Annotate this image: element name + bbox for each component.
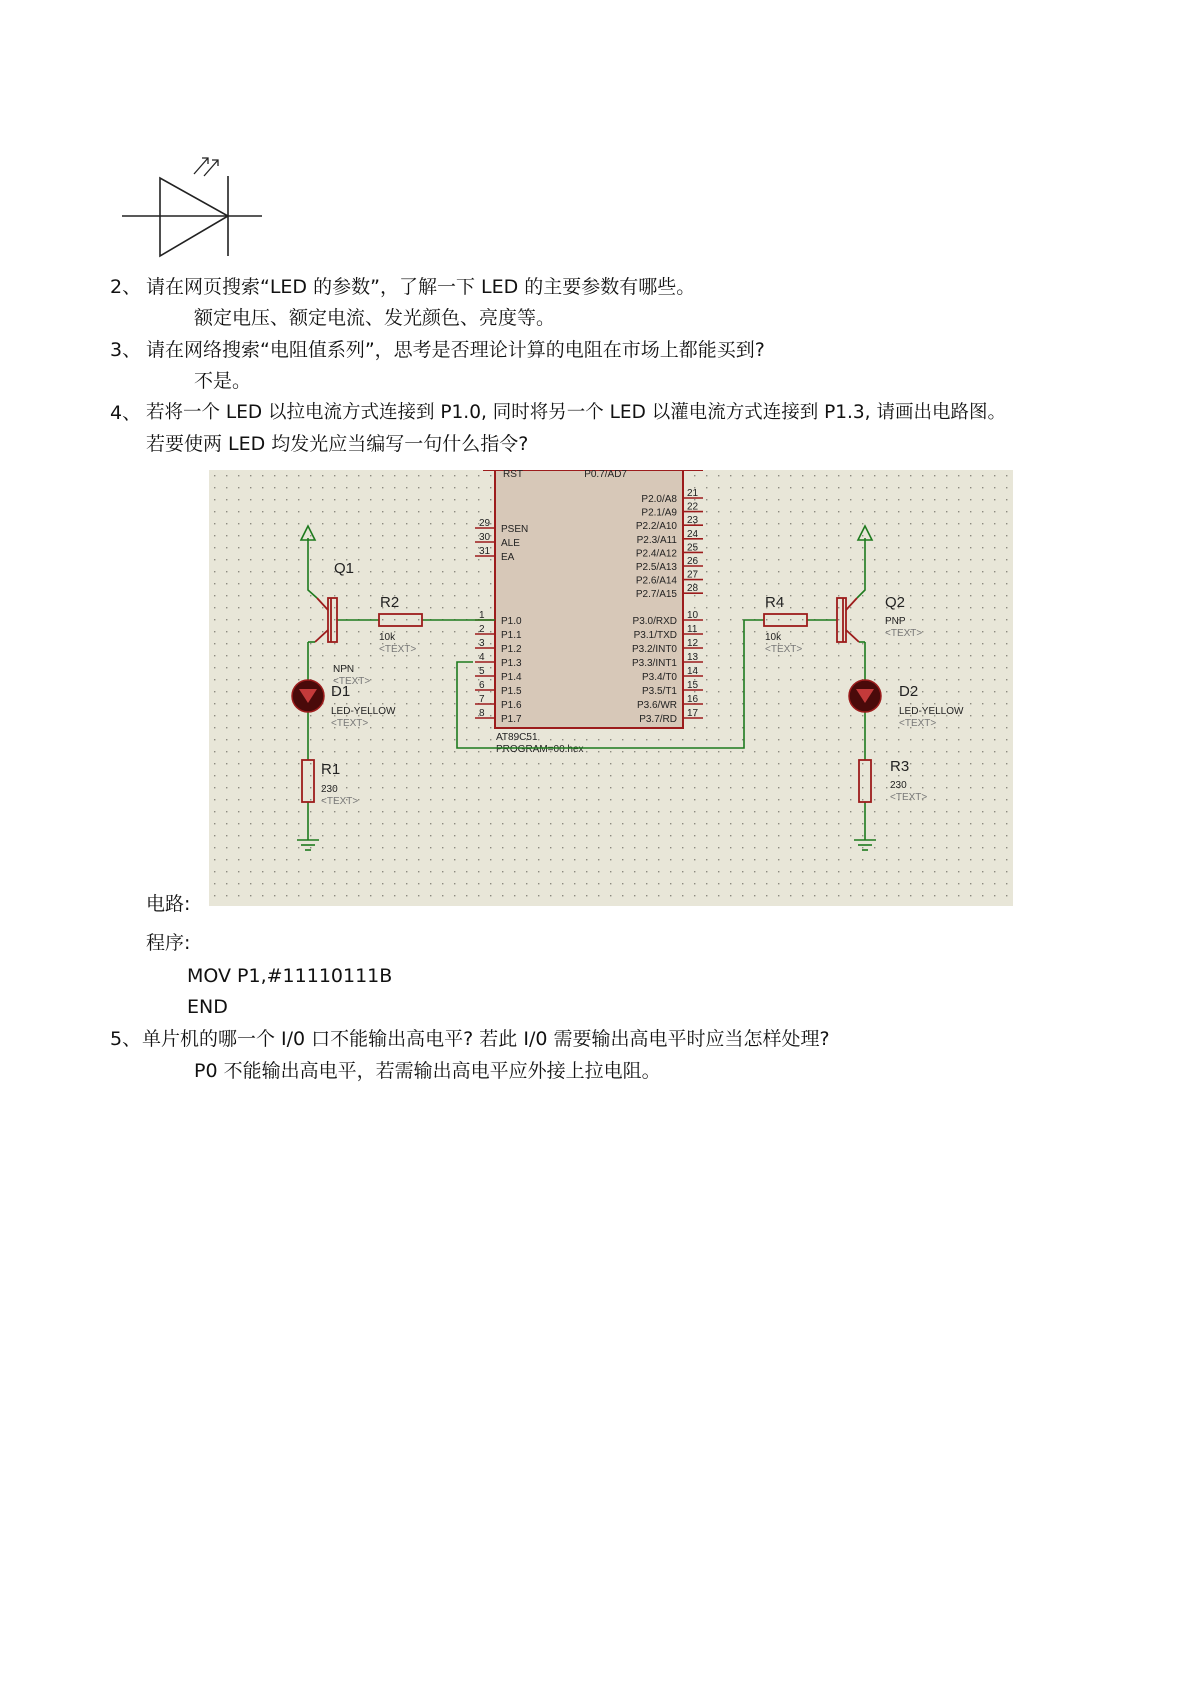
q1-type: NPN <box>333 664 355 675</box>
chip-pin-number: 4 <box>479 652 485 663</box>
chip-pin-label: P1.3 <box>501 658 522 669</box>
question-5-answer: P0 不能输出高电平，若需输出高电平应外接上拉电阻。 <box>194 1060 661 1082</box>
chip-top-right-pin: P0.7/AD7 <box>584 470 627 480</box>
chip-pin-label: P2.4/A12 <box>635 548 677 560</box>
code-line-1: MOV P1,#11110111B <box>187 965 393 987</box>
q1-name: Q1 <box>334 560 355 577</box>
question-4-line2: 若要使两 LED 均发光应当编写一句什么指令? <box>146 433 529 455</box>
question-3-number: 3、 <box>110 339 142 361</box>
chip-pin-label: P1.7 <box>501 714 522 725</box>
r2-name: R2 <box>380 594 400 611</box>
chip-pin-label: P2.1/A9 <box>641 507 677 519</box>
d1-name: D1 <box>331 683 351 700</box>
question-3-text: 请在网络搜索“电阻值系列”，思考是否理论计算的电阻在市场上都能买到? <box>146 339 765 361</box>
code-line-2: END <box>187 996 228 1018</box>
chip-pin-label: P3.0/RXD <box>632 616 677 627</box>
r4-value: 10k <box>765 632 782 643</box>
chip-pin-number: 27 <box>687 569 699 581</box>
chip-pin-label: P2.5/A13 <box>635 562 677 573</box>
question-4-line1: 若将一个 LED 以拉电流方式连接到 P1.0, 同时将另一个 LED 以灌电流方式连接到 P1.3, 请画出电路图。 <box>146 402 1006 423</box>
chip-pin-label: EA <box>501 552 515 563</box>
r4-text: <TEXT> <box>765 644 803 655</box>
r4-name: R4 <box>765 594 785 611</box>
chip-pin-label: P2.0/A8 <box>641 494 677 505</box>
chip-pin-number: 23 <box>687 515 699 527</box>
chip-pin-label: P1.6 <box>501 700 522 711</box>
chip-pin-number: 3 <box>479 638 485 649</box>
chip-pin-label: P2.2/A10 <box>635 521 677 533</box>
circuit-schematic <box>209 470 1013 906</box>
chip-pin-label: P3.7/RD <box>639 714 677 725</box>
d2-name: D2 <box>899 683 919 700</box>
q2-text: <TEXT> <box>885 628 923 639</box>
chip-pin-number: 16 <box>687 694 699 705</box>
q2-type: PNP <box>885 616 906 627</box>
chip-pin-number: 30 <box>479 532 491 543</box>
q2-name: Q2 <box>885 594 906 611</box>
chip-pin-number: 11 <box>687 624 698 635</box>
question-3-answer: 不是。 <box>194 370 252 392</box>
chip-pin-number: 10 <box>687 610 699 621</box>
chip-pin-number: 12 <box>687 638 699 649</box>
chip-pin-number: 28 <box>687 583 699 595</box>
chip-pin-label: P1.2 <box>501 644 522 655</box>
program-label: 程序: <box>146 932 191 954</box>
chip-pin-number: 26 <box>687 556 699 567</box>
chip-pin-number: 22 <box>687 501 699 513</box>
chip-pin-label: PSEN <box>501 524 529 535</box>
chip-pin-number: 17 <box>687 708 699 719</box>
d1-type: LED-YELLOW <box>331 706 396 717</box>
chip-top-pin: RST <box>503 470 523 480</box>
r1-text: <TEXT> <box>321 796 359 807</box>
chip-pin-label: P3.3/INT1 <box>631 658 677 669</box>
chip-pin-label: P2.7/A15 <box>635 589 677 601</box>
chip-pin-label: P3.5/T1 <box>641 686 677 697</box>
question-2-text: 请在网页搜索“LED 的参数”，了解一下 LED 的主要参数有哪些。 <box>146 276 696 298</box>
d2-type: LED-YELLOW <box>899 706 964 717</box>
question-5-number: 5、 <box>110 1028 142 1050</box>
chip-pin-label: P3.4/T0 <box>641 672 677 683</box>
chip-pin-label: P3.2/INT0 <box>631 644 677 655</box>
chip-pin-number: 24 <box>687 528 699 540</box>
chip-pin-label: P1.0 <box>501 616 522 627</box>
chip-pin-number: 25 <box>687 542 699 554</box>
q1-text: <TEXT> <box>333 676 371 687</box>
r3-name: R3 <box>890 758 910 775</box>
question-5-text: 单片机的哪一个 I/0 口不能输出高电平? 若此 I/0 需要输出高电平时应当怎样处理? <box>142 1028 830 1050</box>
question-2-answer: 额定电压、额定电流、发光颜色、亮度等。 <box>194 307 556 329</box>
chip-pin-number: 31 <box>479 546 491 557</box>
chip-pin-label: P3.6/WR <box>636 700 677 711</box>
chip-pin-label: P1.4 <box>501 672 522 683</box>
chip-pin-label: P1.1 <box>501 630 522 641</box>
question-2-number: 2、 <box>110 276 142 298</box>
chip-pin-number: 15 <box>687 680 699 691</box>
chip-program: PROGRAM=00.hex <box>496 744 584 755</box>
chip-pin-number: 21 <box>687 488 699 499</box>
chip-pin-number: 6 <box>479 680 485 691</box>
d1-text: <TEXT> <box>331 718 369 729</box>
chip-name: AT89C51 <box>496 732 538 743</box>
chip-pin-number: 1 <box>479 610 485 621</box>
chip-pin-label: ALE <box>501 538 520 549</box>
chip-pin-number: 5 <box>479 666 485 677</box>
chip-pin-label: P1.5 <box>501 686 522 697</box>
circuit-label: 电路: <box>146 893 191 915</box>
r1-value: 230 <box>321 784 338 795</box>
r2-value: 10k <box>379 632 396 643</box>
r3-value: 230 <box>890 780 907 791</box>
chip-pin-number: 14 <box>687 666 699 677</box>
d2-text: <TEXT> <box>899 718 937 729</box>
chip-pin-label: P3.1/TXD <box>633 630 677 641</box>
r1-name: R1 <box>321 761 341 778</box>
chip-pin-number: 13 <box>687 652 699 663</box>
chip-pin-label: P2.3/A11 <box>636 534 677 546</box>
r2-text: <TEXT> <box>379 644 417 655</box>
led-diode-symbol <box>110 140 270 265</box>
r3-text: <TEXT> <box>890 792 928 803</box>
chip-pin-number: 8 <box>479 708 485 719</box>
chip-pin-number: 2 <box>479 624 485 635</box>
chip-pin-label: P2.6/A14 <box>635 575 677 587</box>
chip-pin-number: 7 <box>479 694 485 705</box>
question-4-number: 4、 <box>110 402 142 424</box>
chip-pin-number: 29 <box>479 518 491 529</box>
